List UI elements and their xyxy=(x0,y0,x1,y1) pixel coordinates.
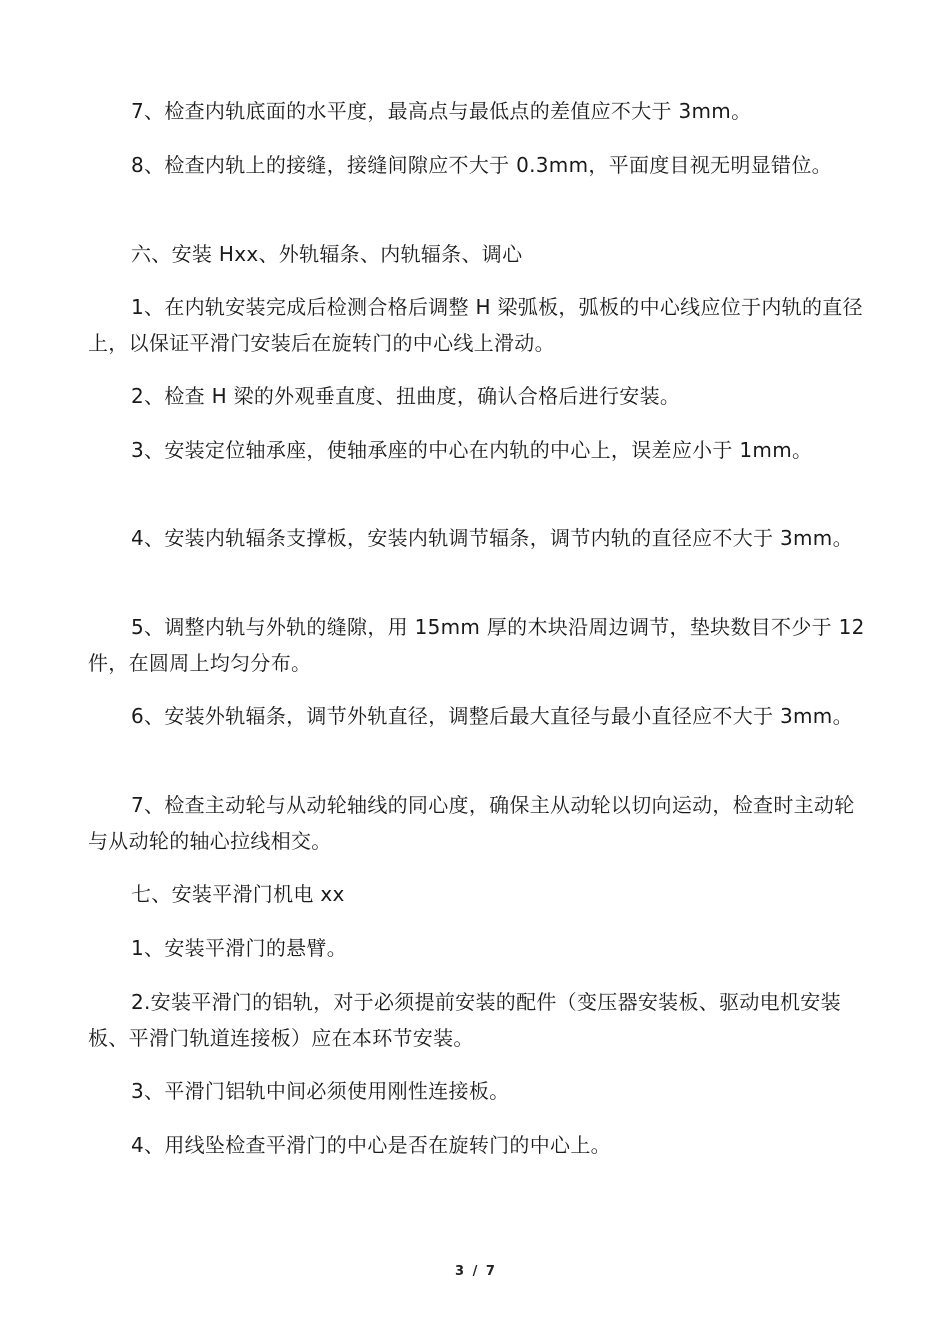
page-number xyxy=(0,1264,950,1279)
paragraph-3: 1、在内轨安装完成后检测合格后调整 H 梁弧板，弧板的中心线应位于内轨的直径上，以保证平滑门安装后在旋转门的中心线上滑动。 xyxy=(88,295,863,355)
paragraph-12: 3、平滑门铝轨中间必须使用刚性连接板。 xyxy=(131,1079,510,1103)
paragraph-4: 2、检查 H 梁的外观垂直度、扭曲度，确认合格后进行安装。 xyxy=(131,384,681,408)
total-pages-number: 7 xyxy=(485,1264,495,1279)
paragraph-9: 7、检查主动轮与从动轮轴线的同心度，确保主从动轮以切向运动，检查时主动轮与从动轮的轴心拉线相交。 xyxy=(88,793,855,853)
paragraph-2: 8、检查内轨上的接缝，接缝间隙应不大于 0.3mm，平面度目视无明显错位。 xyxy=(131,153,832,177)
section-heading-7: 七、安装平滑门机电 xx xyxy=(131,882,345,906)
paragraph-11: 2.安装平滑门的铝轨，对于必须提前安装的配件（变压器安装板、驱动电机安装板、平滑门轨道连接板）应在本环节安装。 xyxy=(88,990,841,1050)
paragraph-6: 4、安装内轨辐条支撑板，安装内轨调节辐条，调节内轨的直径应不大于 3mm。 xyxy=(131,526,853,550)
page-separator: / xyxy=(472,1264,478,1279)
paragraph-5: 3、安装定位轴承座，使轴承座的中心在内轨的中心上，误差应小于 1mm。 xyxy=(131,438,813,462)
current-page-number: 3 xyxy=(455,1264,465,1279)
paragraph-1: 7、检查内轨底面的水平度，最高点与最低点的差值应不大于 3mm。 xyxy=(131,99,752,123)
paragraph-7: 5、调整内轨与外轨的缝隙，用 15mm 厚的木块沿周边调节，垫块数目不少于 12 件，在圆周上均匀分布。 xyxy=(88,615,865,675)
section-heading-6: 六、安装 Hxx、外轨辐条、内轨辐条、调心 xyxy=(131,242,523,266)
paragraph-13: 4、用线坠检查平滑门的中心是否在旋转门的中心上。 xyxy=(131,1133,611,1157)
paragraph-8: 6、安装外轨辐条，调节外轨直径，调整后最大直径与最小直径应不大于 3mm。 xyxy=(131,704,853,728)
paragraph-10: 1、安装平滑门的悬臂。 xyxy=(131,936,348,960)
